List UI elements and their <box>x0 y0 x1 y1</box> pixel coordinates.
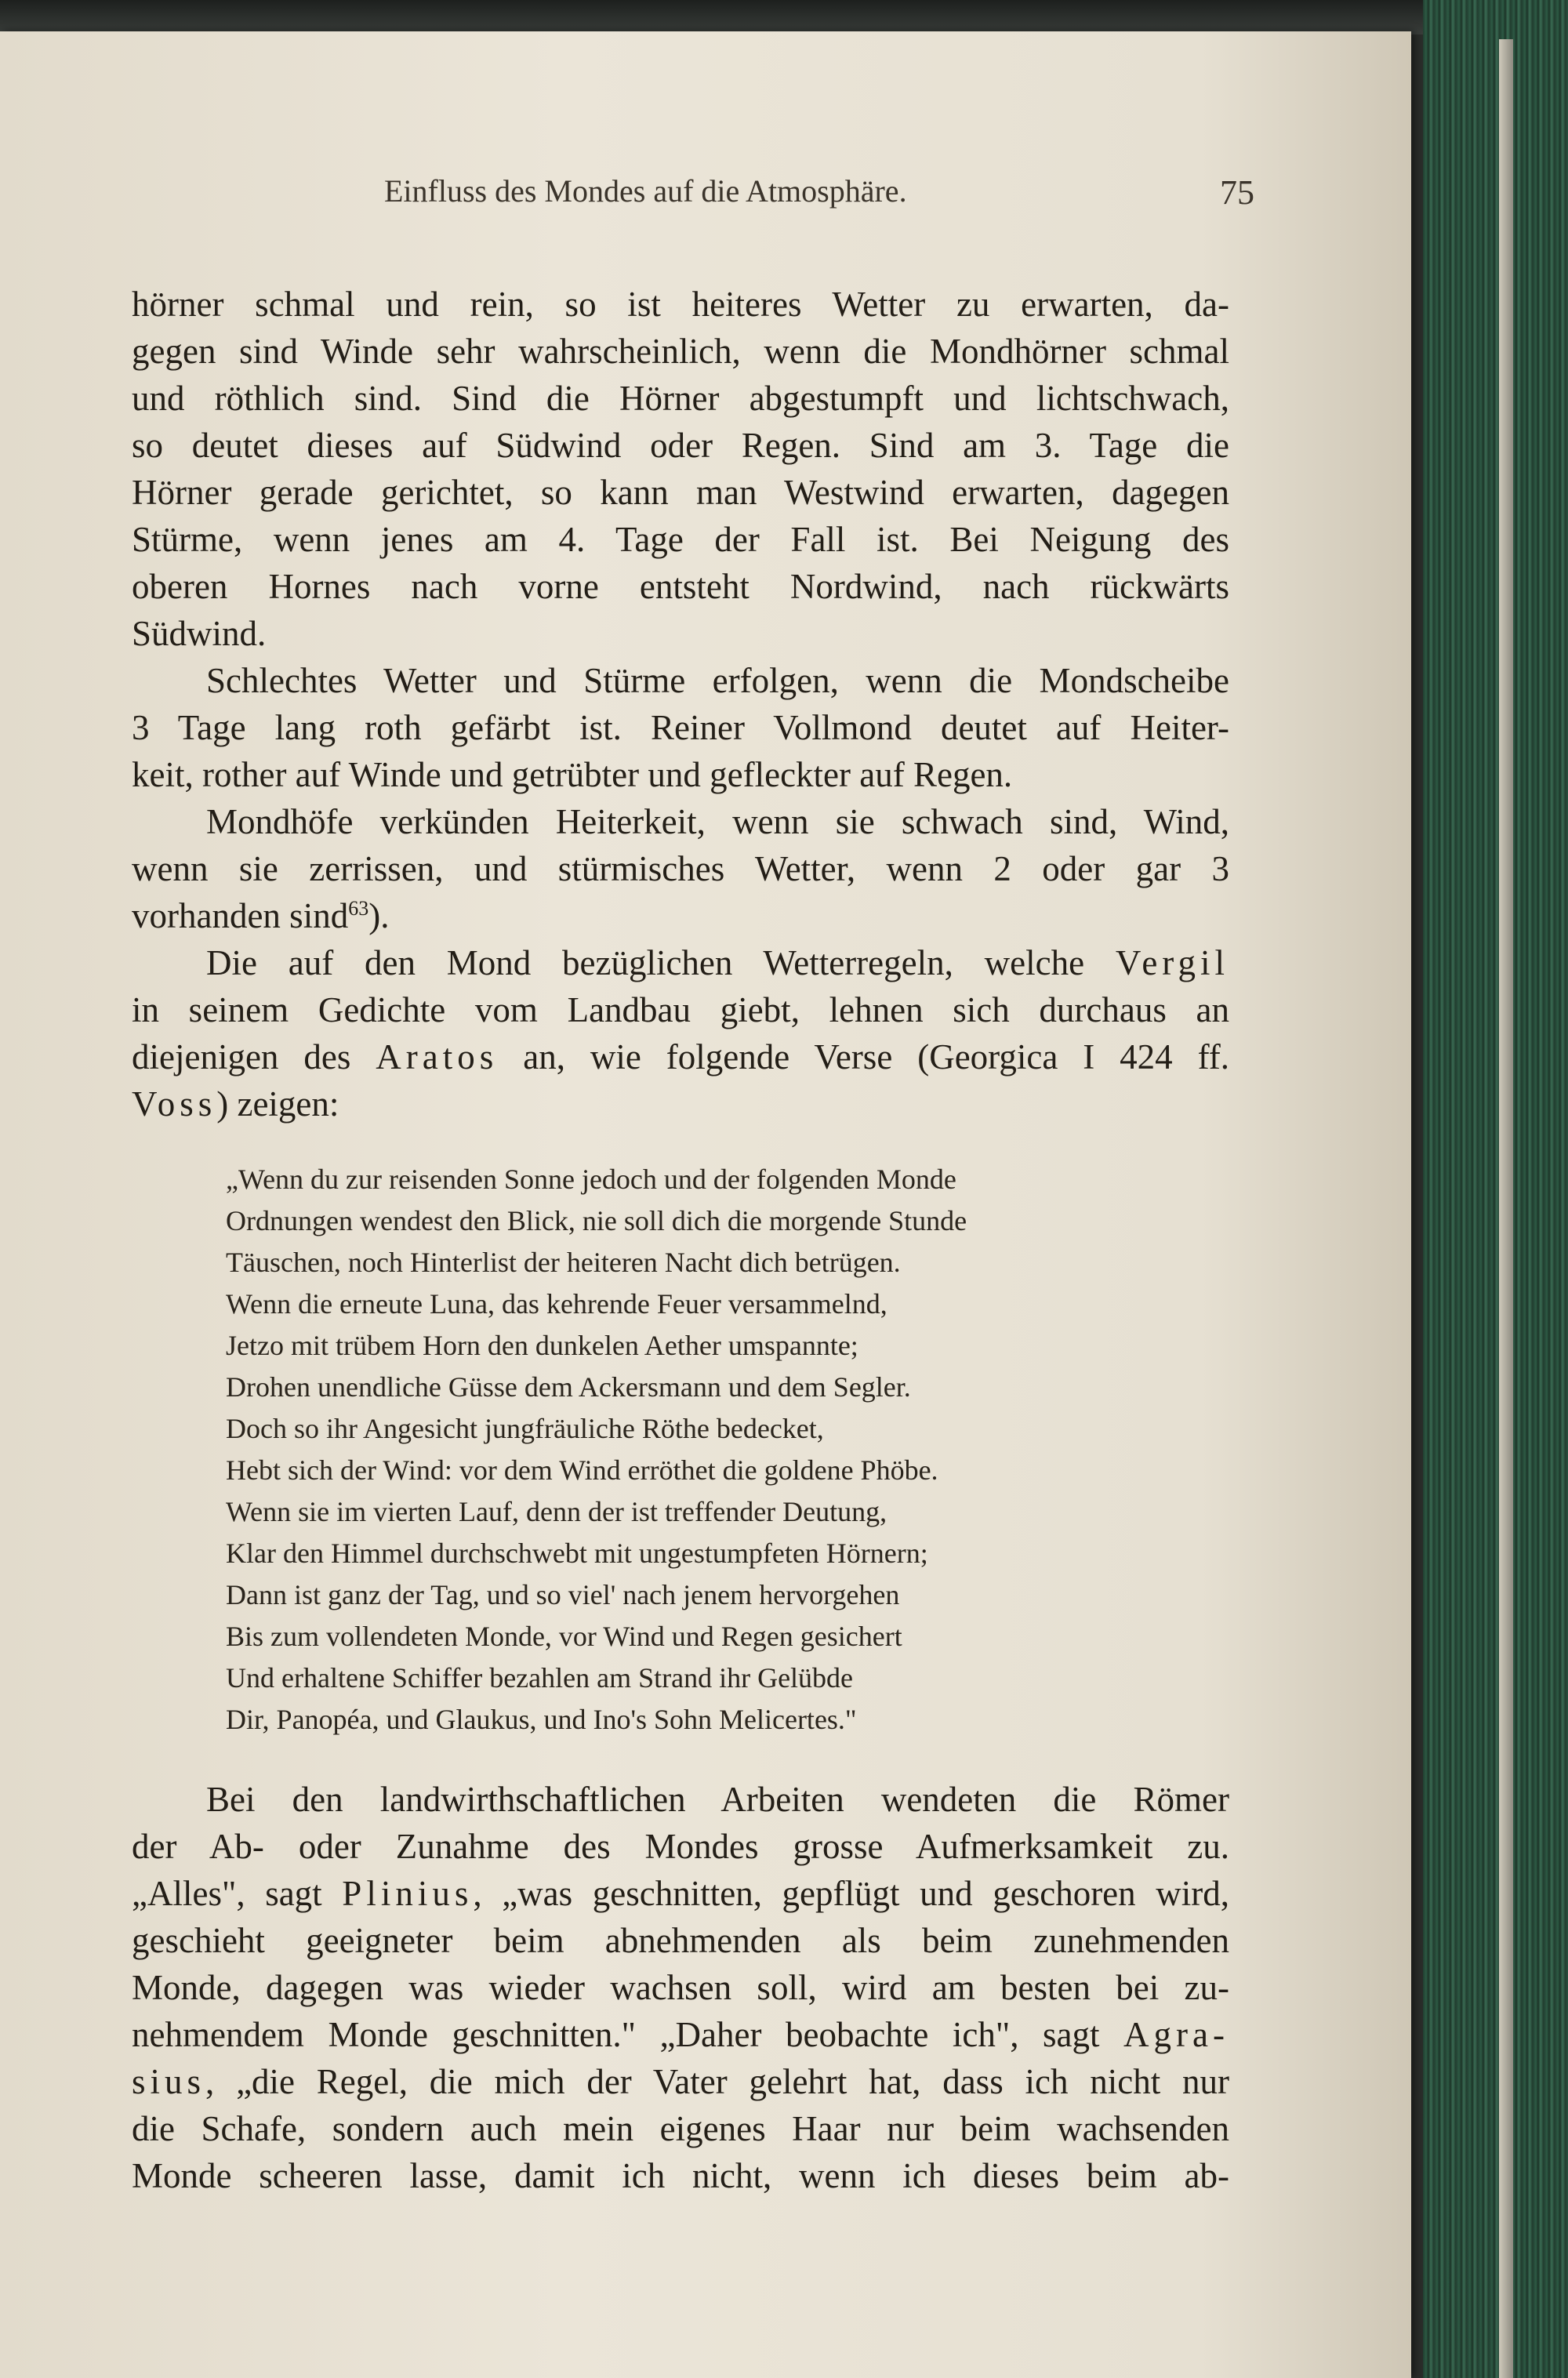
text-fragment: , „die Regel, die mich der Vater gelehrt hat, dass ich nicht nur <box>205 2062 1229 2101</box>
poem-line: Hebt sich der Wind: vor dem Wind erröthet die goldene Phöbe. <box>226 1454 938 1486</box>
text-fragment: ) zeigen: <box>216 1084 339 1124</box>
text-line: Monde, dagegen was wieder wachsen soll, wird am besten bei zu- <box>132 1968 1229 2007</box>
text-line: hörner schmal und rein, so ist heiteres Wetter zu erwarten, da- <box>132 285 1229 324</box>
book-top-edge <box>0 0 1474 34</box>
poem-quotation <box>226 1159 1229 1741</box>
text-line: gegen sind Winde sehr wahrscheinlich, wenn die Mondhörner schmal <box>132 332 1229 371</box>
poem-line: Klar den Himmel durchschwebt mit ungestumpfeten Hörnern; <box>226 1538 928 1569</box>
text-line <box>132 2058 1229 2105</box>
text-line <box>132 1080 1229 1127</box>
author-name-plinius: Plinius <box>342 1874 474 1913</box>
text-line <box>132 2011 1229 2058</box>
text-line: Bei den landwirthschaftlichen Arbeiten wendeten die Römer <box>206 1780 1229 1819</box>
page-number: 75 <box>1220 173 1254 212</box>
text-line: oberen Hornes nach vorne entsteht Nordwind, nach rückwärts <box>132 567 1229 606</box>
poem-line: Dir, Panopéa, und Glaukus, und Ino's Sohn Melicertes." <box>226 1704 857 1735</box>
book-page <box>0 31 1411 2378</box>
text-fragment: diejenigen des <box>132 1037 351 1076</box>
poem-line: Wenn die erneute Luna, das kehrende Feuer versammelnd, <box>226 1288 887 1320</box>
poem-line: Jetzo mit trübem Horn den dunkelen Aether umspannte; <box>226 1330 858 1361</box>
text-fragment: „Alles", sagt <box>132 1874 322 1913</box>
text-fragment: an, wie folgende Verse (Georgica I 424 ff. <box>523 1037 1230 1076</box>
poem-line: Und erhaltene Schiffer bezahlen am Strand ihr Gelübde <box>226 1662 854 1694</box>
text-line: und röthlich sind. Sind die Hörner abgestumpft und lichtschwach, <box>132 379 1229 418</box>
book-spine <box>1423 0 1568 2378</box>
text-line: so deutet dieses auf Südwind oder Regen. Sind am 3. Tage die <box>132 426 1229 465</box>
text-line: Schlechtes Wetter und Stürme erfolgen, wenn die Mondscheibe <box>206 661 1229 700</box>
poem-line: Täuschen, noch Hinterlist der heiteren Nacht dich betrügen. <box>226 1247 901 1278</box>
text-line: Mondhöfe verkünden Heiterkeit, wenn sie schwach sind, Wind, <box>206 802 1229 841</box>
running-header <box>384 172 1254 220</box>
author-name-agrasius-cont: sius <box>132 2062 206 2101</box>
text-line <box>132 892 1229 939</box>
author-name-voss: Voss <box>132 1084 217 1124</box>
author-name-agrasius: Agra- <box>1123 2015 1229 2054</box>
paragraph-2 <box>132 657 1229 798</box>
poem-line: Ordnungen wendest den Blick, nie soll dich die morgende Stunde <box>226 1205 967 1236</box>
poem-line: „Wenn du zur reisenden Sonne jedoch und der folgenden Monde <box>226 1164 956 1195</box>
poem-line: Bis zum vollendeten Monde, vor Wind und Regen gesichert <box>226 1621 902 1652</box>
text-fragment: , „was geschnitten, gepflügt und geschoren wird, <box>473 1874 1229 1913</box>
paragraph-4 <box>132 939 1229 1127</box>
paragraph-5 <box>132 1776 1229 2199</box>
poem-line: Dann ist ganz der Tag, und so viel' nach jenem hervorgehen <box>226 1579 900 1610</box>
footnote-marker: 63 <box>348 897 369 920</box>
text-line: keit, rother auf Winde und getrübter und gefleckter auf Regen. <box>132 755 1013 794</box>
text-line: die Schafe, sondern auch mein eigenes Haar nur beim wachsenden <box>132 2109 1229 2148</box>
text-fragment: vorhanden sind <box>132 896 349 935</box>
page-body <box>132 281 1229 2199</box>
text-line: in seinem Gedichte vom Landbau giebt, lehnen sich durchaus an <box>132 990 1229 1029</box>
author-name-vergil: Vergil <box>1115 943 1229 982</box>
text-line: geschieht geeigneter beim abnehmenden als beim zunehmenden <box>132 1921 1229 1960</box>
text-line: Südwind. <box>132 614 267 653</box>
running-title: Einfluss des Mondes auf die Atmosphäre. <box>384 173 907 209</box>
poem-line: Drohen unendliche Güsse dem Ackersmann und dem Segler. <box>226 1371 911 1403</box>
paragraph-3 <box>132 798 1229 939</box>
text-fragment: Die auf den Mond bezüglichen Wetterregeln, welche <box>206 943 1085 982</box>
text-fragment: nehmendem Monde geschnitten." „Daher beobachte ich", sagt <box>132 2015 1100 2054</box>
author-name-aratos: Aratos <box>376 1037 499 1076</box>
text-line: wenn sie zerrissen, und stürmisches Wetter, wenn 2 oder gar 3 <box>132 849 1229 888</box>
text-line: 3 Tage lang roth gefärbt ist. Reiner Vollmond deutet auf Heiter- <box>132 708 1229 747</box>
paragraph-1 <box>132 281 1229 657</box>
page-stack-edge <box>1499 39 1513 2378</box>
text-line <box>132 1870 1229 1917</box>
text-line: Hörner gerade gerichtet, so kann man Westwind erwarten, dagegen <box>132 473 1229 512</box>
text-line: Stürme, wenn jenes am 4. Tage der Fall ist. Bei Neigung des <box>132 520 1229 559</box>
text-line <box>132 939 1229 986</box>
text-line: der Ab- oder Zunahme des Mondes grosse Aufmerksamkeit zu. <box>132 1827 1229 1866</box>
poem-line: Doch so ihr Angesicht jungfräuliche Röthe bedecket, <box>226 1413 824 1444</box>
text-fragment: ). <box>368 896 390 935</box>
poem-line: Wenn sie im vierten Lauf, denn der ist treffender Deutung, <box>226 1496 887 1527</box>
text-line: Monde scheeren lasse, damit ich nicht, wenn ich dieses beim ab- <box>132 2156 1229 2195</box>
text-line <box>132 1033 1229 1080</box>
